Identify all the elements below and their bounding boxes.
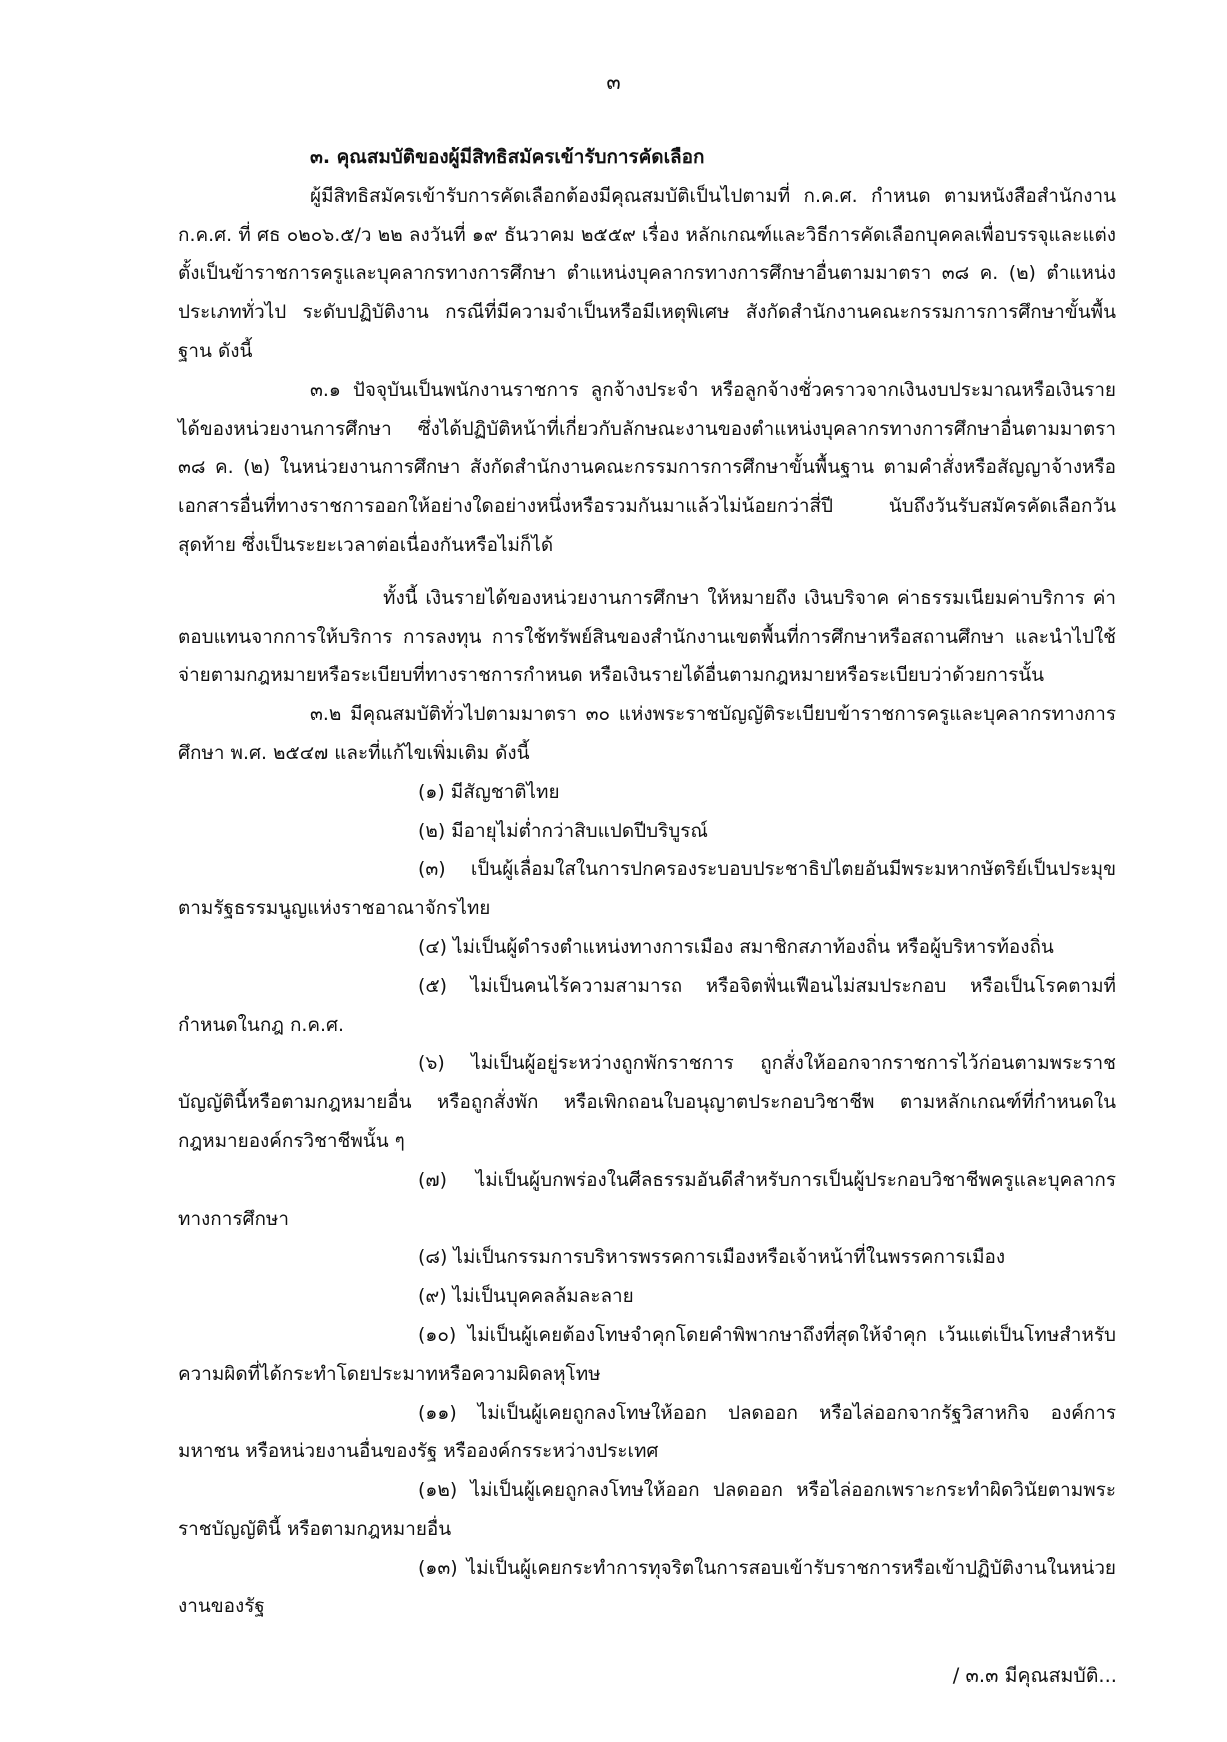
qualification-item: (๑๑) ไม่เป็นผู้เคยถูกลงโทษให้ออก ปลดออก หรือไล่ออกจากรัฐวิสาหกิจ องค์การมหาชน หรือหน่วยงานอื่นของรัฐ หรือองค์กรระหว่างประเทศ	[178, 1401, 1116, 1463]
qualification-item: (๓) เป็นผู้เลื่อมใสในการปกครองระบอบประชาธิปไตยอันมีพระมหากษัตริย์เป็นประมุข ตามรัฐธรรมนูญแห่งราชอาณาจักรไทย	[178, 858, 1116, 920]
qualification-item: (๖) ไม่เป็นผู้อยู่ระหว่างถูกพักราชการ ถูกสั่งให้ออกจากราชการไว้ก่อนตามพระราชบัญญัตินี้หรือตามกฎหมายอื่น หรือถูกสั่งพัก หรือเพิกถอนใบอนุญาตประกอบวิชาชีพ ตามหลักเกณฑ์ที่กำหนดในกฎหมายองค์กรวิชาชีพนั้น ๆ	[178, 1052, 1116, 1152]
page-number: ๓	[606, 70, 621, 94]
qualification-list	[178, 773, 1116, 1627]
qualification-item: (๘) ไม่เป็นกรรมการบริหารพรรคการเมืองหรือเจ้าหน้าที่ในพรรคการเมือง	[418, 1246, 1006, 1269]
qualification-item: (๗) ไม่เป็นผู้บกพร่องในศีลธรรมอันดีสำหรับการเป็นผู้ประกอบวิชาชีพครูและบุคลากรทางการศึกษา	[178, 1168, 1116, 1230]
intro-paragraph: ผู้มีสิทธิสมัครเข้ารับการคัดเลือกต้องมีคุณสมบัติเป็นไปตามที่ ก.ค.ศ. กำหนด ตามหนังสือสำนักงาน ก.ค.ศ. ที่ ศธ ๐๒๐๖.๕/ว ๒๒ ลงวันที่ ๑๙ ธันวาคม ๒๕๕๙ เรื่อง หลักเกณฑ์และวิธีการคัดเลือกบุคคลเพื่อบรรจุและแต่งตั้งเป็นข้าราชการครูและบุคลากรทางการศึกษา ตำแหน่งบุคลากรทางการศึกษาอื่นตามมาตรา ๓๘ ค. (๒) ตำแหน่งประเภททั่วไป ระดับปฏิบัติงาน กรณีที่มีความจำเป็นหรือมีเหตุพิเศษ สังกัดสำนักงานคณะกรรมการการศึกษาขั้นพื้นฐาน ดังนี้	[178, 184, 1116, 362]
continuation-marker: / ๓.๓ มีคุณสมบัติ...	[952, 1664, 1117, 1687]
section-heading: ๓. คุณสมบัติของผู้มีสิทธิสมัครเข้ารับการคัดเลือก	[310, 146, 705, 168]
clause-3-1: ๓.๑ ปัจจุบันเป็นพนักงานราชการ ลูกจ้างประจำ หรือลูกจ้างชั่วคราวจากเงินงบประมาณหรือเงินรายได้ของหน่วยงานการศึกษา ซึ่งได้ปฏิบัติหน้าที่เกี่ยวกับลักษณะงานของตำแหน่งบุคลากรทางการศึกษาอื่นตามมาตรา ๓๘ ค. (๒) ในหน่วยงานการศึกษา สังกัดสำนักงานคณะกรรมการการศึกษาขั้นพื้นฐาน ตามคำสั่งหรือสัญญาจ้างหรือเอกสารอื่นที่ทางราชการออกให้อย่างใดอย่างหนึ่งหรือรวมกันมาแล้วไม่น้อยกว่าสี่ปี นับถึงวันรับสมัครคัดเลือกวันสุดท้าย ซึ่งเป็นระยะเวลาต่อเนื่องกันหรือไม่ก็ได้	[178, 378, 1116, 556]
qualification-item: (๑๒) ไม่เป็นผู้เคยถูกลงโทษให้ออก ปลดออก หรือไล่ออกเพราะกระทำผิดวินัยตามพระราชบัญญัตินี้ หรือตามกฎหมายอื่น	[178, 1479, 1116, 1540]
qualification-item: (๑) มีสัญชาติไทย	[418, 780, 560, 803]
qualification-item: (๑๐) ไม่เป็นผู้เคยต้องโทษจำคุกโดยคำพิพากษาถึงที่สุดให้จำคุก เว้นแต่เป็นโทษสำหรับความผิดที่ได้กระทำโดยประมาทหรือความผิดลหุโทษ	[178, 1323, 1116, 1385]
income-note: ทั้งนี้ เงินรายได้ของหน่วยงานการศึกษา ให้หมายถึง เงินบริจาค ค่าธรรมเนียมค่าบริการ ค่าตอบแทนจากการให้บริการ การลงทุน การใช้ทรัพย์สินของสำนักงานเขตพื้นที่การศึกษาหรือสถานศึกษา และนำไปใช้จ่ายตามกฎหมายหรือระเบียบที่ทางราชการกำหนด หรือเงินรายได้อื่นตามกฎหมายหรือระเบียบว่าด้วยการนั้น	[178, 586, 1116, 687]
qualification-item: (๒) มีอายุไม่ต่ำกว่าสิบแปดปีบริบูรณ์	[418, 819, 708, 842]
document-body	[178, 138, 1116, 1626]
qualification-item: (๕) ไม่เป็นคนไร้ความสามารถ หรือจิตฟั่นเฟือนไม่สมประกอบ หรือเป็นโรคตามที่กำหนดในกฎ ก.ค.ศ.	[178, 974, 1116, 1036]
qualification-item: (๑๓) ไม่เป็นผู้เคยกระทำการทุจริตในการสอบเข้ารับราชการหรือเข้าปฏิบัติงานในหน่วยงานของรัฐ	[178, 1556, 1116, 1618]
qualification-item: (๙) ไม่เป็นบุคคลล้มละลาย	[418, 1285, 634, 1308]
clause-3-2: ๓.๒ มีคุณสมบัติทั่วไปตามมาตรา ๓๐ แห่งพระราชบัญญัติระเบียบข้าราชการครูและบุคลากรทางการศึกษา พ.ศ. ๒๕๔๗ และที่แก้ไขเพิ่มเติม ดังนี้	[178, 703, 1116, 764]
qualification-item: (๔) ไม่เป็นผู้ดำรงตำแหน่งทางการเมือง สมาชิกสภาท้องถิ่น หรือผู้บริหารท้องถิ่น	[418, 935, 1054, 958]
